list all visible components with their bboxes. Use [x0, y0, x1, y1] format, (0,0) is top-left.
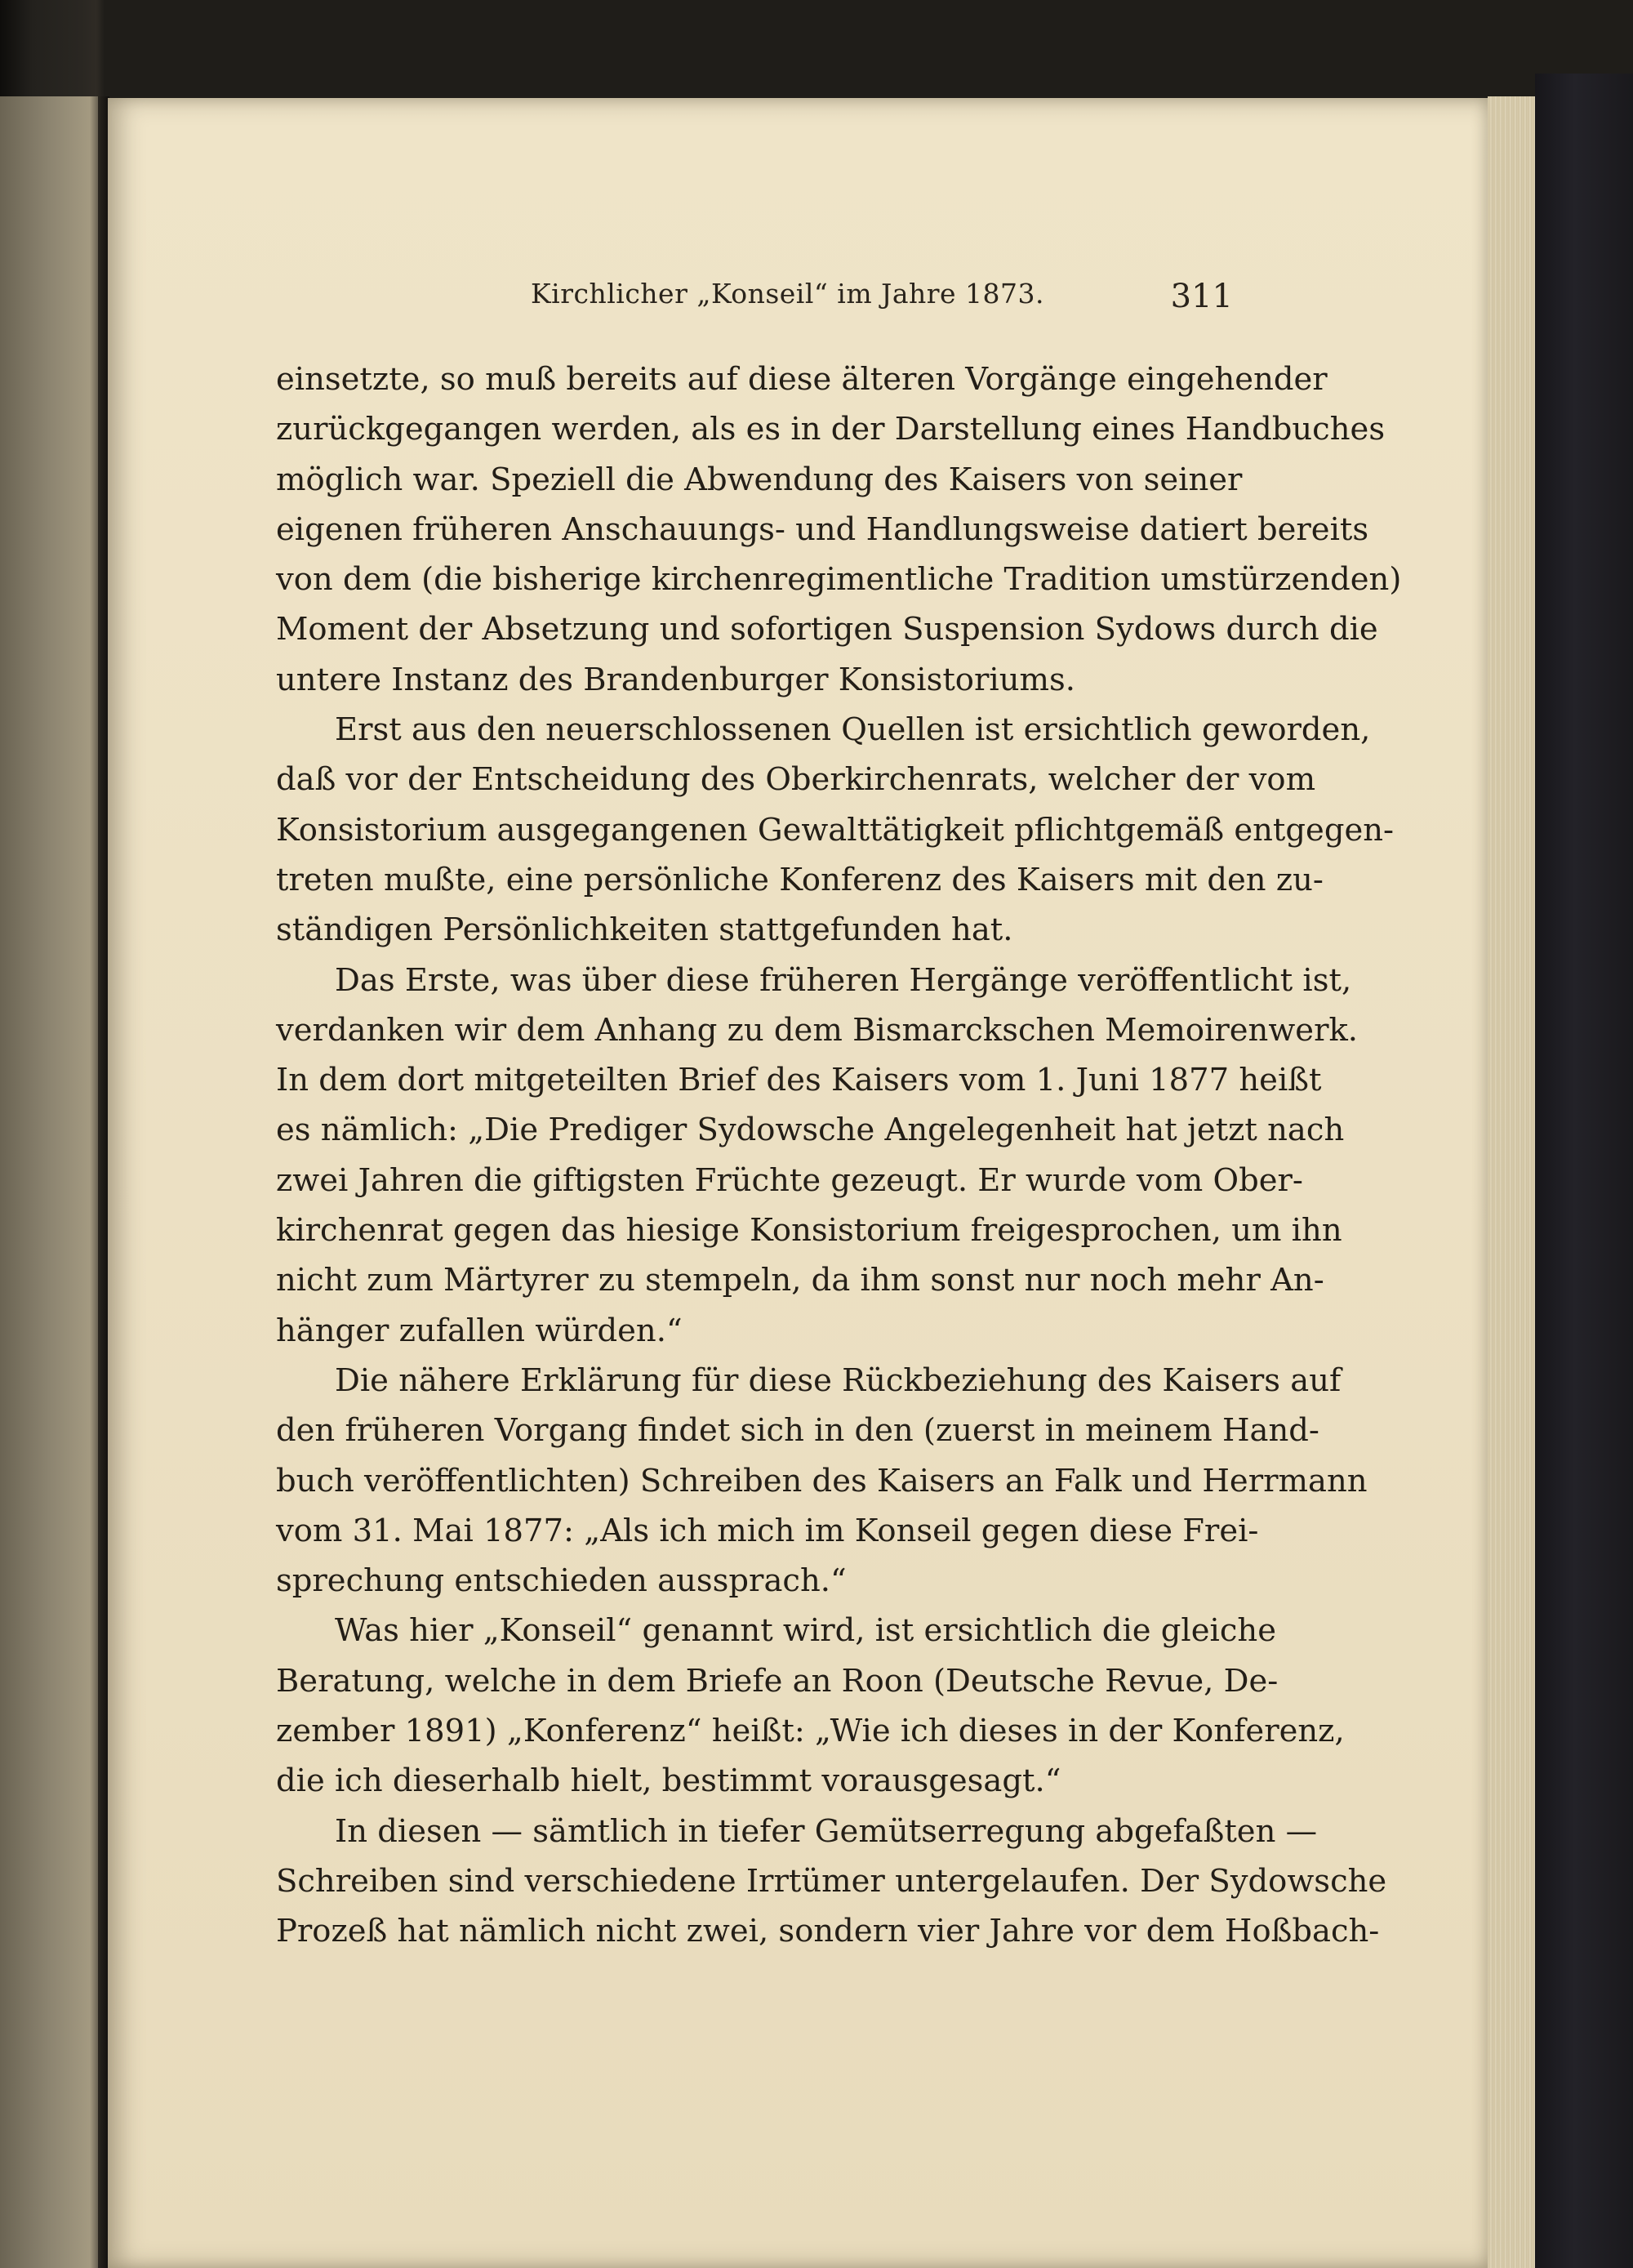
text-line: hänger zufallen würden.“ [276, 1312, 683, 1349]
text-line: verdanken wir dem Anhang zu dem Bismarckschen Memoirenwerk. [276, 1011, 1359, 1049]
text-line: zwei Jahren die giftigsten Früchte gezeugt. Er wurde vom Ober- [276, 1161, 1303, 1199]
text-line: Beratung, welche in dem Briefe an Roon (Deutsche Revue, De- [276, 1662, 1279, 1700]
text-line: Moment der Absetzung und sofortigen Suspension Sydows durch die [276, 611, 1378, 648]
body-text [276, 354, 1402, 1957]
facing-page-edge [0, 96, 100, 2268]
text-line: treten mußte, eine persönliche Konferenz des Kaisers mit den zu- [276, 861, 1324, 898]
text-line: Erst aus den neuerschlossenen Quellen ist ersichtlich geworden, [335, 711, 1371, 749]
text-line: einsetzte, so muß bereits auf diese älteren Vorgänge eingehender [276, 361, 1328, 398]
text-line: den früheren Vorgang findet sich in den (zuerst in meinem Hand- [276, 1412, 1319, 1450]
text-line: daß vor der Entscheidung des Oberkirchenrats, welcher der vom [276, 761, 1316, 799]
text-line: Prozeß hat nämlich nicht zwei, sondern vier Jahre vor dem Hoßbach- [276, 1913, 1380, 1950]
text-line: Das Erste, was über diese früheren Hergänge veröffentlicht ist, [335, 961, 1352, 999]
text-line: Was hier „Konseil“ genannt wird, ist ersichtlich die gleiche [335, 1612, 1276, 1650]
text-line: Schreiben sind verschiedene Irrtümer untergelaufen. Der Sydowsche [276, 1862, 1387, 1900]
text-line: In dem dort mitgeteilten Brief des Kaisers vom 1. Juni 1877 heißt [276, 1062, 1322, 1099]
page-number: 311 [1170, 278, 1233, 315]
text-line: Konsistorium ausgegangenen Gewalttätigkeit pflichtgemäß entgegen- [276, 811, 1395, 849]
text-line: kirchenrat gegen das hiesige Konsistorium freigesprochen, um ihn [276, 1212, 1342, 1250]
text-line: ständigen Persönlichkeiten stattgefunden hat. [276, 911, 1013, 949]
book-cover [1535, 74, 1633, 2268]
text-line: nicht zum Märtyrer zu stempeln, da ihm sonst nur noch mehr An- [276, 1262, 1324, 1299]
text-line: vom 31. Mai 1877: „Als ich mich im Konseil gegen diese Frei- [276, 1512, 1259, 1549]
text-line: sprechung entschieden aussprach.“ [276, 1562, 847, 1600]
text-line: von dem (die bisherige kirchenregimentliche Tradition umstürzenden) [276, 561, 1402, 599]
text-line: zurückgegangen werden, als es in der Darstellung eines Handbuches [276, 411, 1386, 448]
text-line: eigenen früheren Anschauungs- und Handlungsweise datiert bereits [276, 510, 1369, 548]
text-line: In diesen — sämtlich in tiefer Gemütserregung abgefaßten — [335, 1812, 1318, 1850]
text-line: möglich war. Speziell die Abwendung des Kaisers von seiner [276, 461, 1243, 498]
text-line: untere Instanz des Brandenburger Konsistoriums. [276, 661, 1075, 698]
text-line: buch veröffentlichten) Schreiben des Kaisers an Falk und Herrmann [276, 1462, 1368, 1499]
text-line: Die nähere Erklärung für diese Rückbeziehung des Kaisers auf [335, 1361, 1342, 1399]
text-line: es nämlich: „Die Prediger Sydowsche Angelegenheit hat jetzt nach [276, 1112, 1345, 1149]
text-line: zember 1891) „Konferenz“ heißt: „Wie ich dieses in der Konferenz, [276, 1713, 1345, 1750]
page-block-edges [1488, 96, 1535, 2268]
text-line: die ich dieserhalb hielt, bestimmt vorausgesagt.“ [276, 1762, 1061, 1800]
running-head: Kirchlicher „Konseil“ im Jahre 1873. [531, 278, 1045, 310]
